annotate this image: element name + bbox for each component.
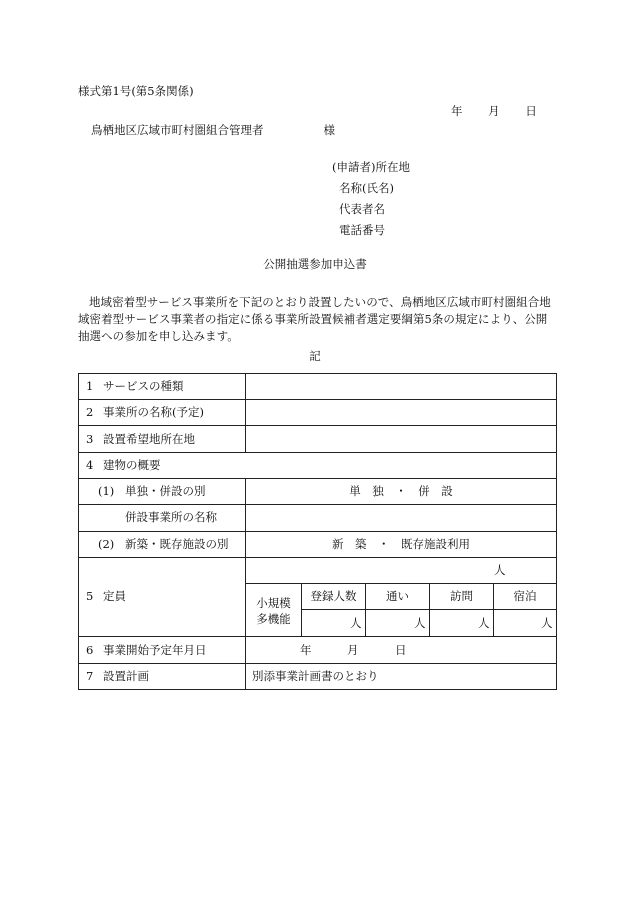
date-line [451, 104, 537, 118]
row-4-label: 建物の概要 [103, 458, 161, 472]
row-2-label: 事業所の名称(予定) [103, 405, 204, 419]
small-multi-label-1: 小規模 [256, 596, 291, 610]
capacity-unit-stay: 人 [541, 616, 553, 630]
applicant-name-label: 名称(氏名) [339, 181, 394, 195]
date-day: 日 [525, 104, 537, 118]
sub-2-number: (2) [98, 537, 115, 551]
form-number: 様式第1号(第5条関係) [78, 84, 194, 98]
row-2-number: 2 [86, 405, 94, 419]
sub-2-label: 新築・既存施設の別 [125, 537, 229, 551]
capacity-header-visit: 訪問 [450, 589, 473, 603]
column-divider [245, 373, 246, 452]
plan-value: 別添事業計画書のとおり [252, 669, 379, 683]
start-day: 日 [395, 643, 407, 657]
row-3-number: 3 [86, 432, 94, 446]
capacity-total-unit: 人 [494, 563, 506, 577]
row-7-label: 設置計画 [103, 669, 149, 683]
body-text: 地域密着型サービス事業所を下記のとおり設置したいので、鳥栖地区広域市町村圏組合地域密着型サービス事業者の指定に係る事業所設置候補者選定要綱第5条の規定により、公開抽選への参加を申し込みます。 [78, 295, 551, 343]
sub-1-value: 単 独 ・ 併 設 [349, 484, 453, 498]
row-4-number: 4 [86, 458, 94, 472]
row-1-label: サービスの種類 [103, 379, 184, 393]
table-border-bottom [78, 689, 557, 690]
ki-heading: 記 [309, 349, 321, 363]
sub-1-label: 単独・併設の別 [125, 484, 206, 498]
addressee-name: 鳥栖地区広域市町村圏組合管理者 [91, 123, 264, 137]
applicant-representative-label: 代表者名 [339, 202, 385, 216]
sub-1b-label: 併設事業所の名称 [125, 510, 217, 524]
row-line [78, 452, 557, 453]
row-6-label: 事業開始予定年月日 [103, 643, 207, 657]
row-line [78, 425, 557, 426]
document-title: 公開抽選参加申込書 [263, 257, 367, 271]
row-line [78, 478, 557, 479]
capacity-line [245, 583, 557, 584]
sub-1-number: (1) [98, 484, 115, 498]
row-3-label: 設置希望地所在地 [103, 432, 195, 446]
table-border-top [78, 373, 557, 374]
date-month: 月 [488, 104, 500, 118]
applicant-block [332, 160, 410, 244]
row-5-number: 5 [86, 589, 94, 603]
addressee [91, 123, 335, 137]
honorific: 様 [323, 123, 335, 137]
applicant-address-label: (申請者)所在地 [332, 160, 410, 174]
row-1-number: 1 [86, 379, 94, 393]
small-multi-label-2: 多機能 [256, 612, 291, 626]
start-year: 年 [300, 643, 312, 657]
capacity-header-registered: 登録人数 [310, 589, 357, 603]
capacity-header-day: 通い [386, 589, 409, 603]
capacity-unit-day: 人 [414, 616, 426, 630]
application-table [78, 373, 557, 690]
capacity-header-stay: 宿泊 [513, 589, 537, 603]
applicant-phone-label: 電話番号 [339, 223, 385, 237]
row-line [78, 636, 557, 637]
row-line [78, 504, 557, 505]
row-line [78, 399, 557, 400]
row-line [78, 531, 557, 532]
capacity-unit-registered: 人 [350, 616, 362, 630]
row-7-number: 7 [86, 669, 94, 683]
date-year: 年 [451, 104, 463, 118]
row-line [78, 663, 557, 664]
row-5-label: 定員 [103, 589, 126, 603]
row-line [78, 557, 557, 558]
column-divider [245, 478, 246, 690]
start-month: 月 [347, 643, 359, 657]
row-6-number: 6 [86, 643, 94, 657]
sub-2-value: 新 築 ・ 既存施設利用 [332, 537, 470, 551]
capacity-unit-visit: 人 [478, 616, 490, 630]
